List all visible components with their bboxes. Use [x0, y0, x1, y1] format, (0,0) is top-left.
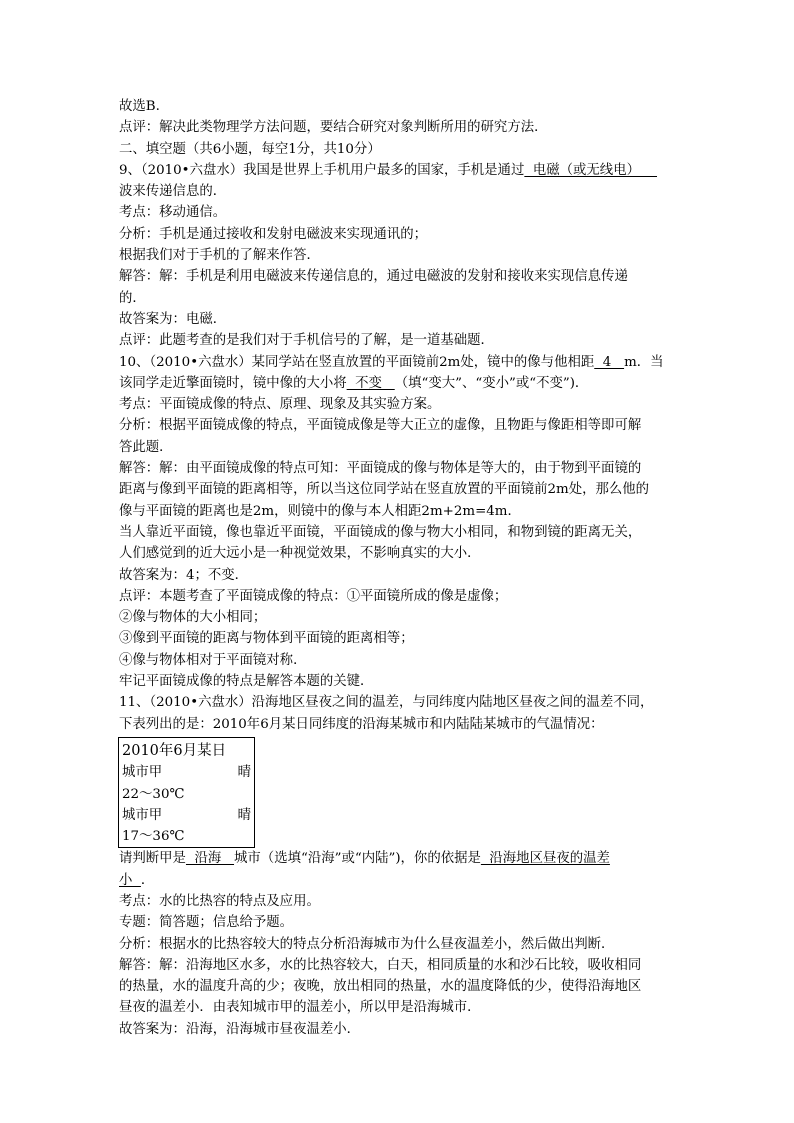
- text-line: 距离与像到平面镜的距离相等，所以当这位同学站在竖直放置的平面镜前2m处，那么他的: [119, 482, 650, 498]
- weather-table: [118, 737, 255, 848]
- text-line: ③像到平面镜的距离与物体到平面镜的距离相等；: [119, 631, 414, 647]
- text-line: 答此题．: [119, 439, 173, 455]
- answer-blank: 电磁（或无线电）: [524, 162, 658, 178]
- document-body: [119, 96, 679, 1040]
- table-date: 2010年6月某日: [122, 742, 227, 759]
- text-line: 专题：简答题；信息给予题。: [119, 915, 294, 931]
- text-line: 请判断甲是 沿海 城市（选填“沿海”或“内陆”)，你的依据是 沿海地区昼夜的温差: [119, 851, 610, 867]
- text-line: 人们感觉到的近大远小是一种视觉效果，不影响真实的大小．: [119, 546, 481, 562]
- text-line: 解答：解：手机是利用电磁波来传递信息的，通过电磁波的发射和接收来实现信息传递: [119, 269, 628, 285]
- text-line: 考点：平面镜成像的特点、原理、现象及其实验方案。: [119, 397, 441, 413]
- text-line: 下表列出的是：2010年6月某日同纬度的沿海某城市和内陆陆某城市的气温情况：: [119, 716, 604, 732]
- question-10-stem: 10、（2010•六盘水）某同学站在竖直放置的平面镜前2m处，镜中的像与他相距 4 m．当: [119, 354, 664, 370]
- question-11-stem: 11、（2010•六盘水）沿海地区昼夜之间的温差，与同纬度内陆地区昼夜之间的温差不同，: [119, 695, 654, 711]
- question-9-stem: 9、（2010•六盘水）我国是世界上手机用户最多的国家，手机是通过 电磁（或无线电）: [119, 162, 658, 178]
- text-line: 牢记平面镜成像的特点是解答本题的关键．: [119, 674, 374, 690]
- table-weather: 晴: [237, 765, 251, 781]
- text-line: 波来传递信息的．: [119, 184, 227, 200]
- text-line: 点评：此题考查的是我们对于手机信号的了解，是一道基础题．: [119, 333, 494, 349]
- text-line: 分析：根据平面镜成像的特点，平面镜成像是等大正立的虚像，且物距与像距相等即可解: [119, 418, 642, 434]
- text-line: 分析：手机是通过接收和发射电磁波来实现通讯的；: [119, 226, 427, 242]
- answer-blank: 不变: [346, 375, 395, 391]
- text-line: 的．: [119, 290, 146, 306]
- section-heading: 二、填空题（共6小题，每空1分，共10分）: [119, 141, 381, 157]
- text-line: ②像与物体的大小相同；: [119, 610, 267, 626]
- text-line: 根据我们对于手机的了解来作答．: [119, 248, 320, 264]
- text-line: ④像与物体相对于平面镜对称．: [119, 652, 307, 668]
- text-line: 解答：解：由平面镜成像的特点可知：平面镜成的像与物体是等大的，由于物到平面镜的: [119, 461, 642, 477]
- answer-blank: 小: [119, 872, 141, 888]
- table-city: 城市甲: [122, 807, 163, 823]
- text-line: 故答案为：电磁．: [119, 311, 227, 327]
- answer-blank: 沿海地区昼夜的温差: [480, 851, 610, 867]
- table-temp: 17～36℃: [122, 829, 185, 845]
- text-line: 考点：移动通信。: [119, 205, 227, 221]
- text-line: 当人靠近平面镜，像也靠近平面镜，平面镜成的像与物大小相同，和物到镜的距离无关，: [119, 524, 642, 540]
- table-temp: 22～30℃: [122, 786, 185, 802]
- text-line: 点评：本题考查了平面镜成像的特点：①平面镜所成的像是虚像；: [119, 588, 508, 604]
- text-line: 分析：根据水的比热容较大的特点分析沿海城市为什么昼夜温差小，然后做出判断．: [119, 936, 615, 952]
- text-line: 故选B.: [119, 99, 160, 114]
- text-line: 该同学走近擎面镜时，镜中像的大小将 不变 （填“变大”、“变小”或“不变”)．: [119, 375, 589, 391]
- text-line: 小 ．: [119, 872, 155, 888]
- answer-blank: 沿海: [185, 851, 235, 867]
- text-line: 的热量，水的温度升高的少；夜晚，放出相同的热量，水的温度降低的少，使得沿海地区: [119, 979, 642, 995]
- table-weather: 晴: [237, 807, 251, 823]
- table-city: 城市甲: [122, 765, 163, 781]
- answer-blank: 4: [594, 354, 625, 370]
- text-line: 故答案为：4；不变．: [119, 567, 249, 583]
- text-line: 解答：解：沿海地区水多，水的比热容较大，白天，相同质量的水和沙石比较，吸收相同: [119, 957, 642, 973]
- text-line: 点评：解决此类物理学方法问题，要结合研究对象判断所用的研究方法．: [119, 120, 548, 136]
- text-line: 考点：水的比热容的特点及应用。: [119, 893, 320, 909]
- weather-table-cell: [119, 737, 255, 847]
- text-line: 昼夜的温差小．由表知城市甲的温差小，所以甲是沿海城市．: [119, 1000, 481, 1016]
- text-line: 故答案为：沿海，沿海城市昼夜温差小．: [119, 1021, 361, 1037]
- text-line: 像与平面镜的距离也是2m，则镜中的像与本人相距2m+2m=4m．: [119, 503, 521, 519]
